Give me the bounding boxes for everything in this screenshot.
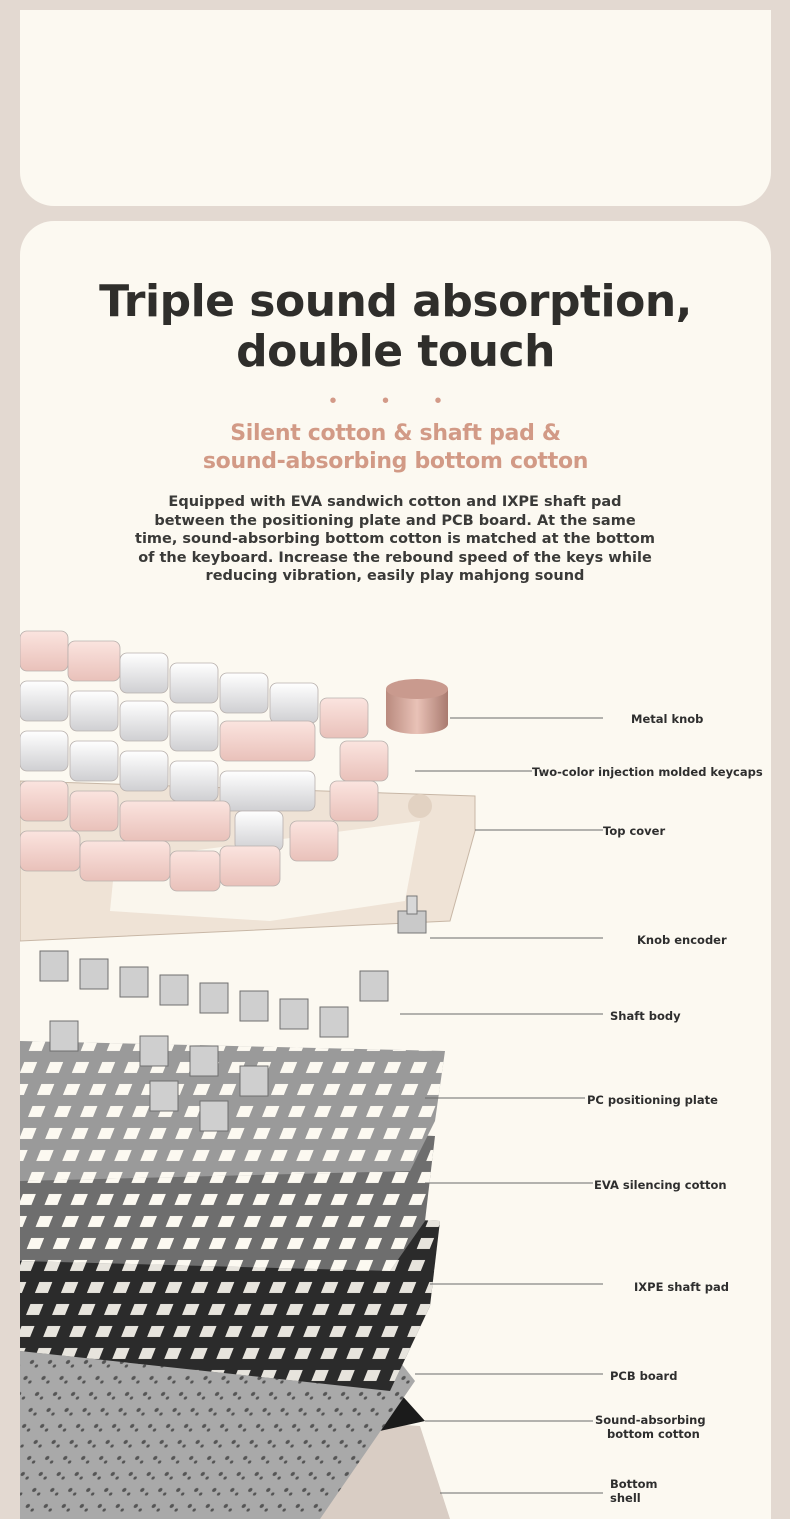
label-pcb-board: PCB board [610, 1369, 678, 1383]
label-bottom-shell: Bottom shell [610, 1477, 658, 1505]
label-top-cover: Top cover [603, 824, 666, 838]
headline: Triple sound absorption, double touch [99, 276, 692, 377]
top-card [20, 10, 771, 206]
decorative-dots: • • • [329, 390, 462, 412]
label-shaft-body: Shaft body [610, 1009, 681, 1023]
label-keycaps: Two-color injection molded keycaps [532, 765, 763, 779]
label-pc-plate: PC positioning plate [587, 1093, 718, 1107]
label-ixpe-pad: IXPE shaft pad [634, 1280, 729, 1294]
label-eva-cotton: EVA silencing cotton [594, 1178, 727, 1192]
description: Equipped with EVA sandwich cotton and IXPE shaft pad between the positioning plate and PCB board. At the same time, sound-absorbing bottom cotton is matched at the bottom of the keyboard. Increase the rebound speed of the keys while reducing vibration, easily play mahjong sound [135, 494, 655, 584]
subtitle: Silent cotton & shaft pad & sound-absorbing bottom cotton [202, 421, 589, 474]
feature-card [20, 221, 771, 1519]
label-metal-knob: Metal knob [631, 712, 704, 726]
exploded-keyboard-illustration [20, 221, 771, 1519]
label-bottom-cotton: Sound-absorbing bottom cotton [595, 1413, 706, 1441]
label-knob-encoder: Knob encoder [637, 933, 727, 947]
